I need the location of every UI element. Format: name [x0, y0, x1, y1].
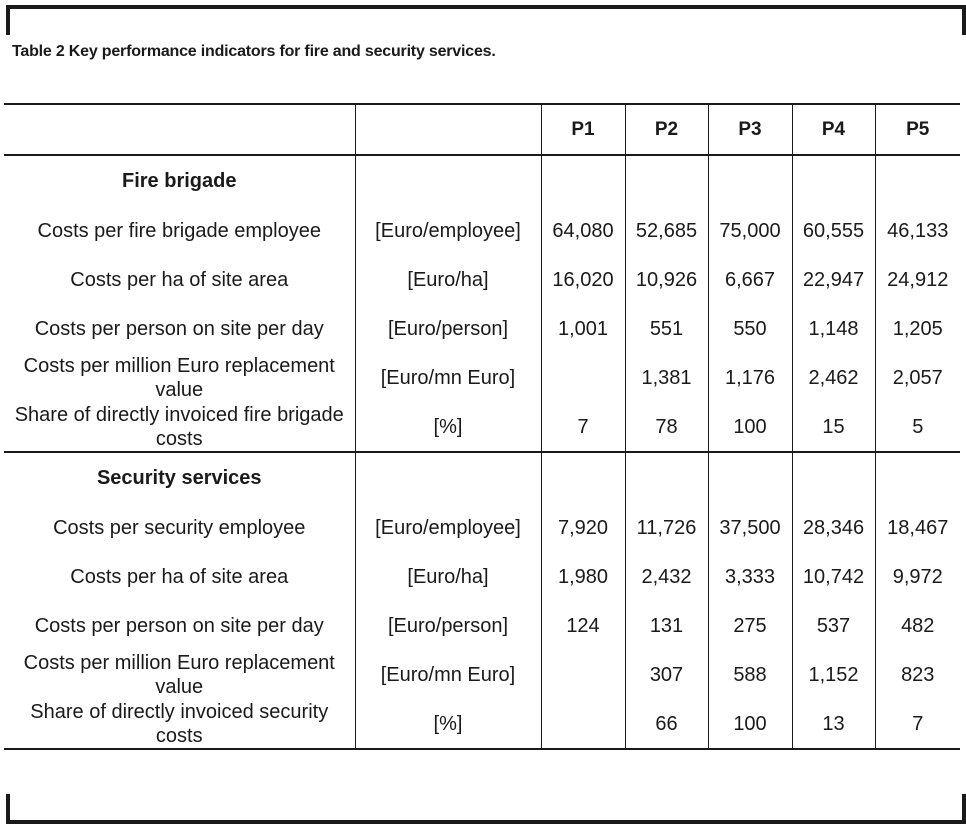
value-cell-p3: 550: [708, 304, 792, 353]
row-unit: [Euro/ha]: [355, 552, 541, 601]
row-unit: [Euro/ha]: [355, 255, 541, 304]
value-cell-p3: 1,176: [708, 353, 792, 402]
frame-top-bracket: [6, 5, 966, 35]
header-p1: P1: [541, 104, 625, 155]
row-label: Costs per million Euro replacement value: [23, 651, 335, 698]
header-p5: P5: [875, 104, 960, 155]
section-title: Security services: [96, 467, 262, 489]
table-row: [4, 503, 960, 552]
value-cell-p2: 11,726: [625, 503, 708, 552]
row-label: Share of directly invoiced security costs: [30, 700, 329, 747]
value-cell-p4: 15: [792, 402, 875, 452]
section-title: Fire brigade: [122, 170, 237, 192]
row-label: Costs per ha of site area: [70, 268, 289, 291]
table-caption: Table 2 Key performance indicators for fire and security services.: [12, 43, 496, 60]
value-cell-p1: [541, 353, 625, 402]
header-unit-cell: [355, 104, 541, 155]
value-cell-p4: 60,555: [792, 206, 875, 255]
row-unit: [Euro/mn Euro]: [355, 650, 541, 699]
empty-cell: [875, 452, 960, 503]
value-cell-p3: 6,667: [708, 255, 792, 304]
value-cell-p1: [541, 699, 625, 749]
value-cell-p5: 2,057: [875, 353, 960, 402]
value-cell-p2: 551: [625, 304, 708, 353]
value-cell-p1: 16,020: [541, 255, 625, 304]
value-cell-p4: 2,462: [792, 353, 875, 402]
row-unit: [Euro/mn Euro]: [355, 353, 541, 402]
row-label: Costs per fire brigade employee: [37, 219, 321, 242]
section-title-row: [4, 155, 960, 206]
value-cell-p4: 1,152: [792, 650, 875, 699]
value-cell-p1: 1,980: [541, 552, 625, 601]
table-row: [4, 206, 960, 255]
value-cell-p3: 588: [708, 650, 792, 699]
value-cell-p5: 823: [875, 650, 960, 699]
value-cell-p5: 46,133: [875, 206, 960, 255]
value-cell-p4: 537: [792, 601, 875, 650]
value-cell-p2: 1,381: [625, 353, 708, 402]
row-label: Costs per million Euro replacement value: [23, 354, 335, 401]
value-cell-p1: 1,001: [541, 304, 625, 353]
header-p4: P4: [792, 104, 875, 155]
value-cell-p5: 18,467: [875, 503, 960, 552]
value-cell-p3: 100: [708, 402, 792, 452]
row-label: Share of directly invoiced fire brigade costs: [14, 403, 344, 450]
value-cell-p5: 482: [875, 601, 960, 650]
frame-bottom-bracket: [6, 794, 966, 824]
row-label: Costs per security employee: [53, 516, 306, 539]
value-cell-p2: 131: [625, 601, 708, 650]
table-row: [4, 255, 960, 304]
value-cell-p4: 13: [792, 699, 875, 749]
value-cell-p1: 7: [541, 402, 625, 452]
value-cell-p2: 66: [625, 699, 708, 749]
empty-cell: [355, 155, 541, 206]
row-unit: [Euro/person]: [355, 304, 541, 353]
value-cell-p2: 10,926: [625, 255, 708, 304]
table-row: [4, 304, 960, 353]
value-cell-p4: 28,346: [792, 503, 875, 552]
row-label: Costs per ha of site area: [70, 565, 289, 588]
table-row: [4, 650, 960, 699]
empty-cell: [541, 452, 625, 503]
header-p2: P2: [625, 104, 708, 155]
empty-cell: [355, 452, 541, 503]
kpi-table: [4, 103, 960, 750]
table-row: [4, 601, 960, 650]
table-row: [4, 552, 960, 601]
value-cell-p3: 275: [708, 601, 792, 650]
header-p3: P3: [708, 104, 792, 155]
value-cell-p3: 100: [708, 699, 792, 749]
row-unit: [Euro/person]: [355, 601, 541, 650]
value-cell-p5: 1,205: [875, 304, 960, 353]
empty-cell: [708, 452, 792, 503]
row-label: Costs per person on site per day: [34, 614, 324, 637]
empty-cell: [708, 155, 792, 206]
value-cell-p1: 64,080: [541, 206, 625, 255]
header-label-cell: [4, 104, 355, 155]
value-cell-p4: 10,742: [792, 552, 875, 601]
header-row: [4, 104, 960, 155]
row-unit: [%]: [355, 699, 541, 749]
table-row: [4, 699, 960, 749]
value-cell-p3: 37,500: [708, 503, 792, 552]
value-cell-p2: 2,432: [625, 552, 708, 601]
empty-cell: [875, 155, 960, 206]
section-title-row: [4, 452, 960, 503]
row-unit: [Euro/employee]: [355, 503, 541, 552]
empty-cell: [792, 452, 875, 503]
row-label: Costs per person on site per day: [34, 317, 324, 340]
table-row: [4, 402, 960, 452]
empty-cell: [541, 155, 625, 206]
value-cell-p1: 7,920: [541, 503, 625, 552]
value-cell-p2: 52,685: [625, 206, 708, 255]
value-cell-p5: 7: [875, 699, 960, 749]
value-cell-p4: 22,947: [792, 255, 875, 304]
value-cell-p1: 124: [541, 601, 625, 650]
value-cell-p5: 5: [875, 402, 960, 452]
value-cell-p4: 1,148: [792, 304, 875, 353]
row-unit: [%]: [355, 402, 541, 452]
value-cell-p5: 24,912: [875, 255, 960, 304]
value-cell-p3: 3,333: [708, 552, 792, 601]
table-row: [4, 353, 960, 402]
value-cell-p1: [541, 650, 625, 699]
empty-cell: [625, 452, 708, 503]
empty-cell: [625, 155, 708, 206]
value-cell-p2: 78: [625, 402, 708, 452]
value-cell-p3: 75,000: [708, 206, 792, 255]
empty-cell: [792, 155, 875, 206]
value-cell-p5: 9,972: [875, 552, 960, 601]
value-cell-p2: 307: [625, 650, 708, 699]
row-unit: [Euro/employee]: [355, 206, 541, 255]
